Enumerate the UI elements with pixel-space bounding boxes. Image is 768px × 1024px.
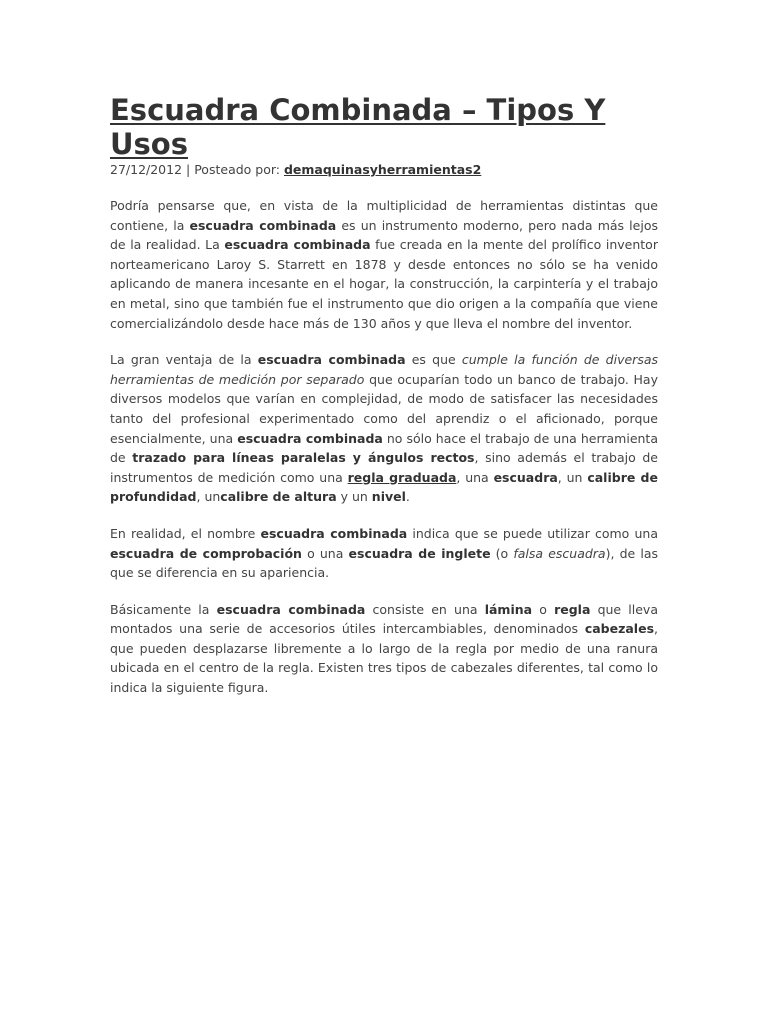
bold-term: lámina xyxy=(484,601,533,617)
bold-term: escuadra de comprobación xyxy=(110,545,302,561)
paragraph-3 xyxy=(110,524,658,583)
text-segment: Podría pensarse que, en vista de la multiplicidad de herramientas distintas que contiene, la xyxy=(110,198,658,233)
text-segment: En realidad, el nombre xyxy=(110,525,261,541)
text-segment: fue creada en la mente del prolífico inventor norteamericano Laroy S. Starrett en 1878 y desde entonces no sólo se ha venido aplicando de manera incesante en el hogar, la construcción, la carpintería y el trabajo en metal, sino que también fue el instrumento que dio origen a la compañía que viene comercializándolo desde hace más de 130 años y que lleva el nombre del inventor. xyxy=(110,237,658,331)
paragraph-4 xyxy=(110,600,658,698)
meta-separator: | xyxy=(182,162,195,177)
paragraph-2 xyxy=(110,350,658,507)
bold-term: trazado para líneas paralelas y ángulos rectos xyxy=(132,450,475,466)
author-link[interactable]: demaquinasyherramientas2 xyxy=(283,162,482,177)
text-segment: ), de las que se diferencia en su apariencia. xyxy=(110,545,659,581)
text-segment: no sólo hace el trabajo de una herramienta de xyxy=(110,430,658,466)
bold-term: calibre de profundidad xyxy=(110,469,658,505)
text-segment: es que xyxy=(405,352,462,368)
text-segment: o una xyxy=(301,545,349,561)
text-segment: La gran ventaja de la xyxy=(110,352,258,368)
text-segment: que ocuparían todo un banco de trabajo. Hay diversos modelos que varían en complejidad, de modo de satisfacer las necesidades tanto del profesional experimentado como del aprendiz o el aficionado, porque esencialmente, una xyxy=(110,371,658,446)
bold-term: nivel xyxy=(371,489,406,505)
bold-term: cabezales xyxy=(584,621,655,637)
text-segment: , un xyxy=(196,489,221,505)
text-segment: . xyxy=(405,489,410,505)
text-segment: consiste en una xyxy=(365,601,485,617)
post-meta xyxy=(110,161,658,179)
text-segment: que lleva montados una serie de accesorios útiles intercambiables, denominados xyxy=(110,601,658,637)
bold-term: escuadra combinada xyxy=(224,237,371,253)
bold-term: escuadra combinada xyxy=(189,217,337,233)
bold-term: regla xyxy=(554,601,591,617)
text-segment: , un xyxy=(557,469,588,485)
bold-term: escuadra combinada xyxy=(260,525,408,541)
article xyxy=(110,93,658,698)
italic-phrase: falsa escuadra xyxy=(513,545,606,561)
bold-term: calibre de altura xyxy=(220,489,337,505)
post-date: 27/12/2012 xyxy=(110,162,183,177)
posted-by-label: Posteado por: xyxy=(194,162,284,177)
regla-graduada-link[interactable]: regla graduada xyxy=(347,469,457,485)
bold-term: escuadra combinada xyxy=(257,352,406,368)
text-segment: Básicamente la xyxy=(110,601,217,617)
text-segment: o xyxy=(532,601,555,617)
text-segment: es un instrumento moderno, pero nada más lejos de la realidad. La xyxy=(110,217,658,253)
bold-term: escuadra combinada xyxy=(216,601,366,617)
text-segment: , que pueden desplazarse libremente a lo largo de la regla por medio de una ranura ubicada en el centro de la regla. Existen tres tipos de cabezales diferentes, tal como lo indica la siguiente figura. xyxy=(110,621,658,696)
italic-phrase: cumple la función de diversas herramientas de medición por separado xyxy=(110,352,659,387)
bold-term: escuadra combinada xyxy=(237,430,383,446)
text-segment: , sino además el trabajo de instrumentos de medición como una xyxy=(110,450,658,485)
text-segment: y un xyxy=(336,489,372,505)
bold-term: escuadra de inglete xyxy=(348,545,491,561)
paragraph-1 xyxy=(110,196,658,333)
text-segment: , una xyxy=(456,469,494,485)
bold-term: escuadra xyxy=(493,469,558,485)
text-segment: indica que se puede utilizar como una xyxy=(407,525,658,541)
text-segment: (o xyxy=(490,545,514,561)
page-title: Escuadra Combinada – Tipos Y Usos xyxy=(110,93,606,161)
